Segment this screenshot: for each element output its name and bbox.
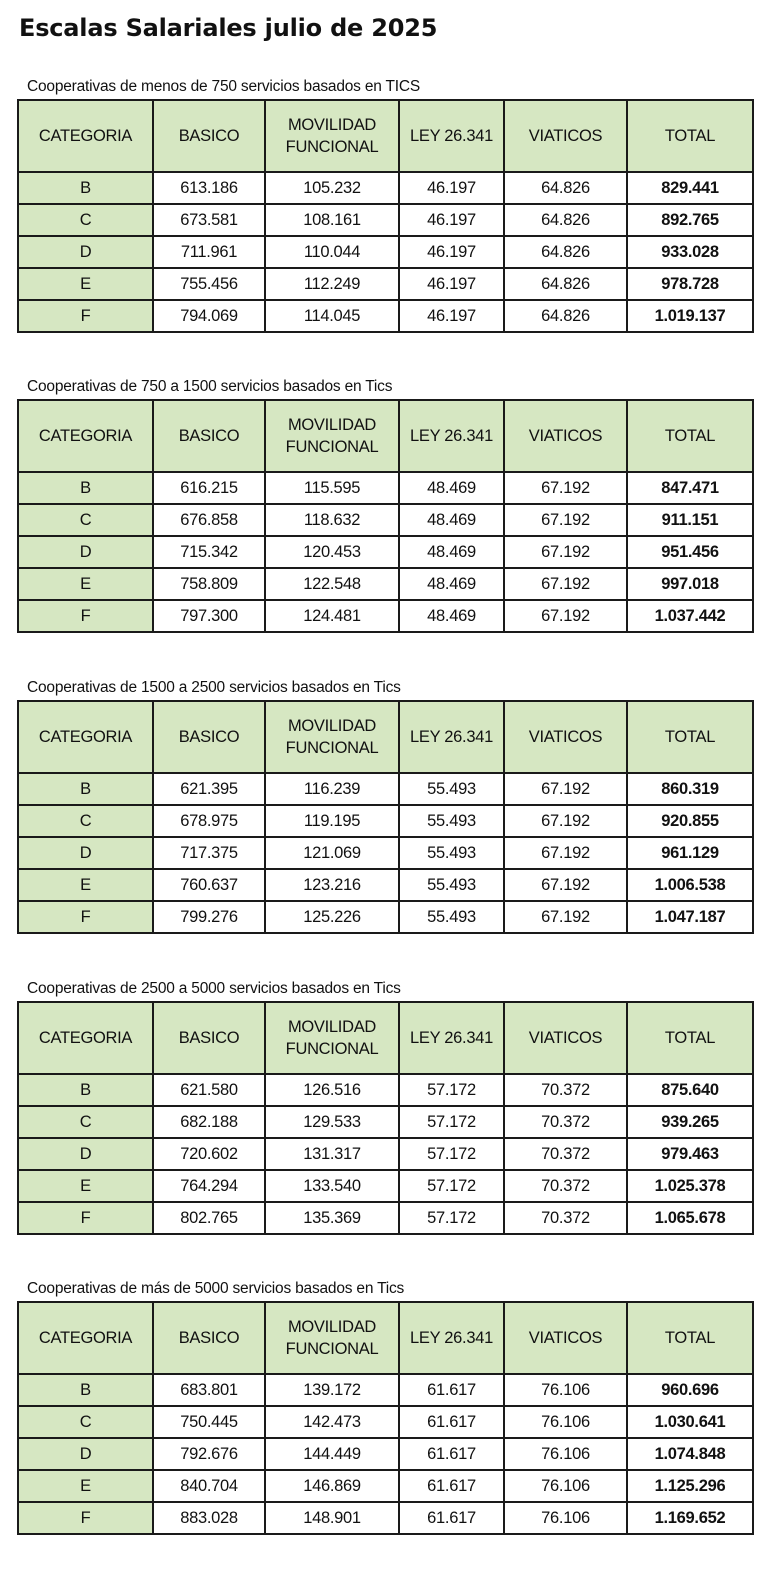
cell-movilidad: 135.369 xyxy=(265,1202,399,1234)
cell-viaticos: 76.106 xyxy=(504,1502,627,1534)
cell-ley: 48.469 xyxy=(399,600,504,632)
header-basico xyxy=(153,100,265,172)
header-movilidad xyxy=(265,1002,399,1074)
header-categoria xyxy=(18,400,153,472)
cell-movilidad: 112.249 xyxy=(265,268,399,300)
cell-cat: B xyxy=(18,472,153,504)
table-row xyxy=(18,1406,753,1438)
table-row xyxy=(18,1074,753,1106)
header-ley-text: LEY 26.341 xyxy=(410,728,493,746)
header-total xyxy=(627,1002,753,1074)
salary-section xyxy=(17,679,752,934)
cell-total: 979.463 xyxy=(627,1138,753,1170)
cell-basico: 720.602 xyxy=(153,1138,265,1170)
salary-table xyxy=(17,99,754,333)
table-row xyxy=(18,1138,753,1170)
cell-movilidad: 120.453 xyxy=(265,536,399,568)
cell-total: 847.471 xyxy=(627,472,753,504)
header-viaticos-text: VIATICOS xyxy=(528,1029,603,1047)
cell-ley: 57.172 xyxy=(399,1074,504,1106)
cell-basico: 676.858 xyxy=(153,504,265,536)
cell-total: 978.728 xyxy=(627,268,753,300)
table-row xyxy=(18,773,753,805)
cell-ley: 48.469 xyxy=(399,568,504,600)
cell-basico: 613.186 xyxy=(153,172,265,204)
cell-cat: B xyxy=(18,1074,153,1106)
header-categoria-text: CATEGORIA xyxy=(38,728,133,746)
cell-ley: 57.172 xyxy=(399,1106,504,1138)
cell-cat: E xyxy=(18,268,153,300)
cell-total: 1.169.652 xyxy=(627,1502,753,1534)
page-title: Escalas Salariales julio de 2025 xyxy=(19,14,438,42)
table-row xyxy=(18,1438,753,1470)
cell-viaticos: 64.826 xyxy=(504,268,627,300)
cell-cat: E xyxy=(18,1170,153,1202)
header-total xyxy=(627,1302,753,1374)
cell-basico: 799.276 xyxy=(153,901,265,933)
cell-cat: C xyxy=(18,805,153,837)
cell-movilidad: 133.540 xyxy=(265,1170,399,1202)
header-movilidad xyxy=(265,701,399,773)
cell-total: 1.019.137 xyxy=(627,300,753,332)
header-basico-text: BASICO xyxy=(178,728,240,746)
cell-viaticos: 67.192 xyxy=(504,805,627,837)
cell-movilidad: 119.195 xyxy=(265,805,399,837)
cell-total: 1.006.538 xyxy=(627,869,753,901)
cell-viaticos: 67.192 xyxy=(504,901,627,933)
cell-basico: 840.704 xyxy=(153,1470,265,1502)
cell-basico: 760.637 xyxy=(153,869,265,901)
header-movilidad-text: MOVILIDAD xyxy=(287,416,377,434)
table-row xyxy=(18,1170,753,1202)
header-viaticos xyxy=(504,100,627,172)
header-categoria xyxy=(18,100,153,172)
salary-section xyxy=(17,378,752,633)
cell-movilidad: 142.473 xyxy=(265,1406,399,1438)
cell-viaticos: 76.106 xyxy=(504,1438,627,1470)
cell-basico: 764.294 xyxy=(153,1170,265,1202)
cell-viaticos: 64.826 xyxy=(504,172,627,204)
cell-viaticos: 76.106 xyxy=(504,1470,627,1502)
header-ley-text: LEY 26.341 xyxy=(410,1029,493,1047)
table-row xyxy=(18,1374,753,1406)
cell-viaticos: 67.192 xyxy=(504,472,627,504)
table-row xyxy=(18,472,753,504)
cell-ley: 57.172 xyxy=(399,1170,504,1202)
cell-ley: 46.197 xyxy=(399,300,504,332)
cell-basico: 616.215 xyxy=(153,472,265,504)
cell-ley: 46.197 xyxy=(399,268,504,300)
cell-total: 961.129 xyxy=(627,837,753,869)
cell-ley: 48.469 xyxy=(399,472,504,504)
cell-total: 1.025.378 xyxy=(627,1170,753,1202)
header-ley xyxy=(399,400,504,472)
cell-movilidad: 105.232 xyxy=(265,172,399,204)
cell-viaticos: 64.826 xyxy=(504,204,627,236)
cell-basico: 715.342 xyxy=(153,536,265,568)
table-row xyxy=(18,536,753,568)
cell-basico: 794.069 xyxy=(153,300,265,332)
header-movilidad-text: FUNCIONAL xyxy=(285,739,379,757)
table-row xyxy=(18,600,753,632)
cell-total: 1.074.848 xyxy=(627,1438,753,1470)
cell-movilidad: 114.045 xyxy=(265,300,399,332)
header-movilidad-text: FUNCIONAL xyxy=(285,438,379,456)
cell-cat: B xyxy=(18,172,153,204)
cell-basico: 682.188 xyxy=(153,1106,265,1138)
table-row xyxy=(18,1470,753,1502)
cell-movilidad: 129.533 xyxy=(265,1106,399,1138)
cell-viaticos: 67.192 xyxy=(504,773,627,805)
cell-ley: 55.493 xyxy=(399,901,504,933)
cell-basico: 755.456 xyxy=(153,268,265,300)
header-movilidad xyxy=(265,400,399,472)
header-categoria-text: CATEGORIA xyxy=(38,1029,133,1047)
table-row xyxy=(18,172,753,204)
cell-basico: 621.580 xyxy=(153,1074,265,1106)
header-total-text: TOTAL xyxy=(664,1329,716,1347)
cell-movilidad: 121.069 xyxy=(265,837,399,869)
header-movilidad-text: MOVILIDAD xyxy=(287,1318,377,1336)
cell-basico: 711.961 xyxy=(153,236,265,268)
cell-cat: C xyxy=(18,504,153,536)
cell-movilidad: 144.449 xyxy=(265,1438,399,1470)
header-basico-text: BASICO xyxy=(178,127,240,145)
table-row xyxy=(18,268,753,300)
table-row xyxy=(18,568,753,600)
header-viaticos xyxy=(504,1002,627,1074)
header-total-text: TOTAL xyxy=(664,1029,716,1047)
salary-table xyxy=(17,1301,754,1535)
cell-ley: 55.493 xyxy=(399,869,504,901)
header-basico xyxy=(153,701,265,773)
header-categoria xyxy=(18,1002,153,1074)
cell-cat: E xyxy=(18,869,153,901)
cell-viaticos: 67.192 xyxy=(504,504,627,536)
header-basico-text: BASICO xyxy=(178,1029,240,1047)
header-movilidad-text: FUNCIONAL xyxy=(285,1040,379,1058)
cell-total: 1.047.187 xyxy=(627,901,753,933)
header-movilidad-text: MOVILIDAD xyxy=(287,717,377,735)
table-row xyxy=(18,504,753,536)
cell-viaticos: 67.192 xyxy=(504,536,627,568)
header-row xyxy=(18,100,753,172)
header-movilidad-text: MOVILIDAD xyxy=(287,116,377,134)
cell-cat: D xyxy=(18,837,153,869)
cell-viaticos: 67.192 xyxy=(504,600,627,632)
table-row xyxy=(18,236,753,268)
cell-viaticos: 67.192 xyxy=(504,837,627,869)
table-caption: Cooperativas de más de 5000 servicios basados en Tics xyxy=(27,1280,405,1297)
header-basico xyxy=(153,400,265,472)
cell-movilidad: 139.172 xyxy=(265,1374,399,1406)
table-caption: Cooperativas de 1500 a 2500 servicios basados en Tics xyxy=(27,679,401,696)
header-ley-text: LEY 26.341 xyxy=(410,427,493,445)
cell-total: 1.030.641 xyxy=(627,1406,753,1438)
cell-total: 911.151 xyxy=(627,504,753,536)
cell-ley: 48.469 xyxy=(399,504,504,536)
cell-basico: 621.395 xyxy=(153,773,265,805)
cell-ley: 48.469 xyxy=(399,536,504,568)
header-movilidad xyxy=(265,1302,399,1374)
cell-cat: C xyxy=(18,1406,153,1438)
table-row xyxy=(18,300,753,332)
cell-movilidad: 131.317 xyxy=(265,1138,399,1170)
header-ley xyxy=(399,100,504,172)
cell-cat: C xyxy=(18,1106,153,1138)
cell-ley: 46.197 xyxy=(399,236,504,268)
table-caption: Cooperativas de menos de 750 servicios basados en TICS xyxy=(27,78,421,95)
cell-basico: 797.300 xyxy=(153,600,265,632)
cell-total: 997.018 xyxy=(627,568,753,600)
cell-basico: 758.809 xyxy=(153,568,265,600)
header-total xyxy=(627,100,753,172)
cell-cat: F xyxy=(18,300,153,332)
cell-movilidad: 118.632 xyxy=(265,504,399,536)
cell-movilidad: 146.869 xyxy=(265,1470,399,1502)
cell-movilidad: 123.216 xyxy=(265,869,399,901)
cell-basico: 792.676 xyxy=(153,1438,265,1470)
header-viaticos xyxy=(504,1302,627,1374)
header-basico-text: BASICO xyxy=(178,1329,240,1347)
cell-total: 933.028 xyxy=(627,236,753,268)
header-row xyxy=(18,1002,753,1074)
cell-movilidad: 124.481 xyxy=(265,600,399,632)
salary-table xyxy=(17,399,754,633)
cell-ley: 46.197 xyxy=(399,204,504,236)
cell-cat: D xyxy=(18,536,153,568)
header-basico xyxy=(153,1302,265,1374)
cell-total: 875.640 xyxy=(627,1074,753,1106)
cell-viaticos: 70.372 xyxy=(504,1138,627,1170)
cell-cat: B xyxy=(18,1374,153,1406)
header-ley xyxy=(399,701,504,773)
header-categoria-text: CATEGORIA xyxy=(38,427,133,445)
header-viaticos-text: VIATICOS xyxy=(528,127,603,145)
cell-movilidad: 108.161 xyxy=(265,204,399,236)
cell-cat: E xyxy=(18,1470,153,1502)
cell-ley: 55.493 xyxy=(399,805,504,837)
salary-table xyxy=(17,1001,754,1235)
cell-total: 920.855 xyxy=(627,805,753,837)
cell-total: 1.037.442 xyxy=(627,600,753,632)
table-row xyxy=(18,1202,753,1234)
cell-viaticos: 67.192 xyxy=(504,869,627,901)
cell-total: 951.456 xyxy=(627,536,753,568)
cell-movilidad: 148.901 xyxy=(265,1502,399,1534)
header-viaticos-text: VIATICOS xyxy=(528,427,603,445)
cell-basico: 802.765 xyxy=(153,1202,265,1234)
table-row xyxy=(18,869,753,901)
salary-section xyxy=(17,78,752,333)
header-categoria xyxy=(18,701,153,773)
header-ley-text: LEY 26.341 xyxy=(410,127,493,145)
header-categoria-text: CATEGORIA xyxy=(38,1329,133,1347)
table-caption: Cooperativas de 750 a 1500 servicios basados en Tics xyxy=(27,378,393,395)
cell-cat: D xyxy=(18,1438,153,1470)
header-ley xyxy=(399,1002,504,1074)
cell-total: 1.065.678 xyxy=(627,1202,753,1234)
table-row xyxy=(18,805,753,837)
cell-movilidad: 125.226 xyxy=(265,901,399,933)
header-total-text: TOTAL xyxy=(664,427,716,445)
header-basico-text: BASICO xyxy=(178,427,240,445)
header-row xyxy=(18,1302,753,1374)
cell-cat: F xyxy=(18,1502,153,1534)
header-row xyxy=(18,701,753,773)
cell-cat: D xyxy=(18,236,153,268)
table-row xyxy=(18,1502,753,1534)
cell-total: 939.265 xyxy=(627,1106,753,1138)
header-viaticos xyxy=(504,701,627,773)
cell-ley: 55.493 xyxy=(399,773,504,805)
table-row xyxy=(18,1106,753,1138)
cell-viaticos: 76.106 xyxy=(504,1374,627,1406)
cell-movilidad: 110.044 xyxy=(265,236,399,268)
cell-ley: 61.617 xyxy=(399,1502,504,1534)
cell-viaticos: 70.372 xyxy=(504,1170,627,1202)
header-movilidad xyxy=(265,100,399,172)
cell-ley: 61.617 xyxy=(399,1406,504,1438)
cell-ley: 61.617 xyxy=(399,1438,504,1470)
salary-section xyxy=(17,1280,752,1535)
header-total-text: TOTAL xyxy=(664,127,716,145)
header-movilidad-text: FUNCIONAL xyxy=(285,1340,379,1358)
header-viaticos-text: VIATICOS xyxy=(528,1329,603,1347)
cell-viaticos: 64.826 xyxy=(504,300,627,332)
cell-movilidad: 122.548 xyxy=(265,568,399,600)
header-row xyxy=(18,400,753,472)
cell-cat: E xyxy=(18,568,153,600)
cell-cat: F xyxy=(18,901,153,933)
header-categoria xyxy=(18,1302,153,1374)
cell-viaticos: 70.372 xyxy=(504,1106,627,1138)
cell-basico: 673.581 xyxy=(153,204,265,236)
cell-viaticos: 64.826 xyxy=(504,236,627,268)
cell-basico: 683.801 xyxy=(153,1374,265,1406)
header-movilidad-text: MOVILIDAD xyxy=(287,1018,377,1036)
table-row xyxy=(18,901,753,933)
header-categoria-text: CATEGORIA xyxy=(38,127,133,145)
cell-viaticos: 70.372 xyxy=(504,1074,627,1106)
cell-total: 829.441 xyxy=(627,172,753,204)
cell-ley: 61.617 xyxy=(399,1374,504,1406)
cell-ley: 57.172 xyxy=(399,1202,504,1234)
cell-total: 860.319 xyxy=(627,773,753,805)
cell-viaticos: 70.372 xyxy=(504,1202,627,1234)
cell-total: 892.765 xyxy=(627,204,753,236)
salary-section xyxy=(17,980,752,1235)
cell-basico: 717.375 xyxy=(153,837,265,869)
cell-movilidad: 116.239 xyxy=(265,773,399,805)
header-viaticos xyxy=(504,400,627,472)
cell-basico: 883.028 xyxy=(153,1502,265,1534)
header-total-text: TOTAL xyxy=(664,728,716,746)
cell-cat: F xyxy=(18,600,153,632)
cell-basico: 750.445 xyxy=(153,1406,265,1438)
table-row xyxy=(18,837,753,869)
header-movilidad-text: FUNCIONAL xyxy=(285,138,379,156)
header-total xyxy=(627,701,753,773)
cell-viaticos: 67.192 xyxy=(504,568,627,600)
header-total xyxy=(627,400,753,472)
cell-ley: 57.172 xyxy=(399,1138,504,1170)
cell-cat: C xyxy=(18,204,153,236)
salary-table xyxy=(17,700,754,934)
cell-viaticos: 76.106 xyxy=(504,1406,627,1438)
cell-ley: 55.493 xyxy=(399,837,504,869)
cell-basico: 678.975 xyxy=(153,805,265,837)
cell-movilidad: 115.595 xyxy=(265,472,399,504)
cell-cat: B xyxy=(18,773,153,805)
header-ley xyxy=(399,1302,504,1374)
cell-ley: 46.197 xyxy=(399,172,504,204)
header-basico xyxy=(153,1002,265,1074)
cell-ley: 61.617 xyxy=(399,1470,504,1502)
cell-total: 1.125.296 xyxy=(627,1470,753,1502)
cell-movilidad: 126.516 xyxy=(265,1074,399,1106)
cell-cat: D xyxy=(18,1138,153,1170)
header-ley-text: LEY 26.341 xyxy=(410,1329,493,1347)
table-row xyxy=(18,204,753,236)
cell-total: 960.696 xyxy=(627,1374,753,1406)
table-caption: Cooperativas de 2500 a 5000 servicios basados en Tics xyxy=(27,980,401,997)
header-viaticos-text: VIATICOS xyxy=(528,728,603,746)
cell-cat: F xyxy=(18,1202,153,1234)
